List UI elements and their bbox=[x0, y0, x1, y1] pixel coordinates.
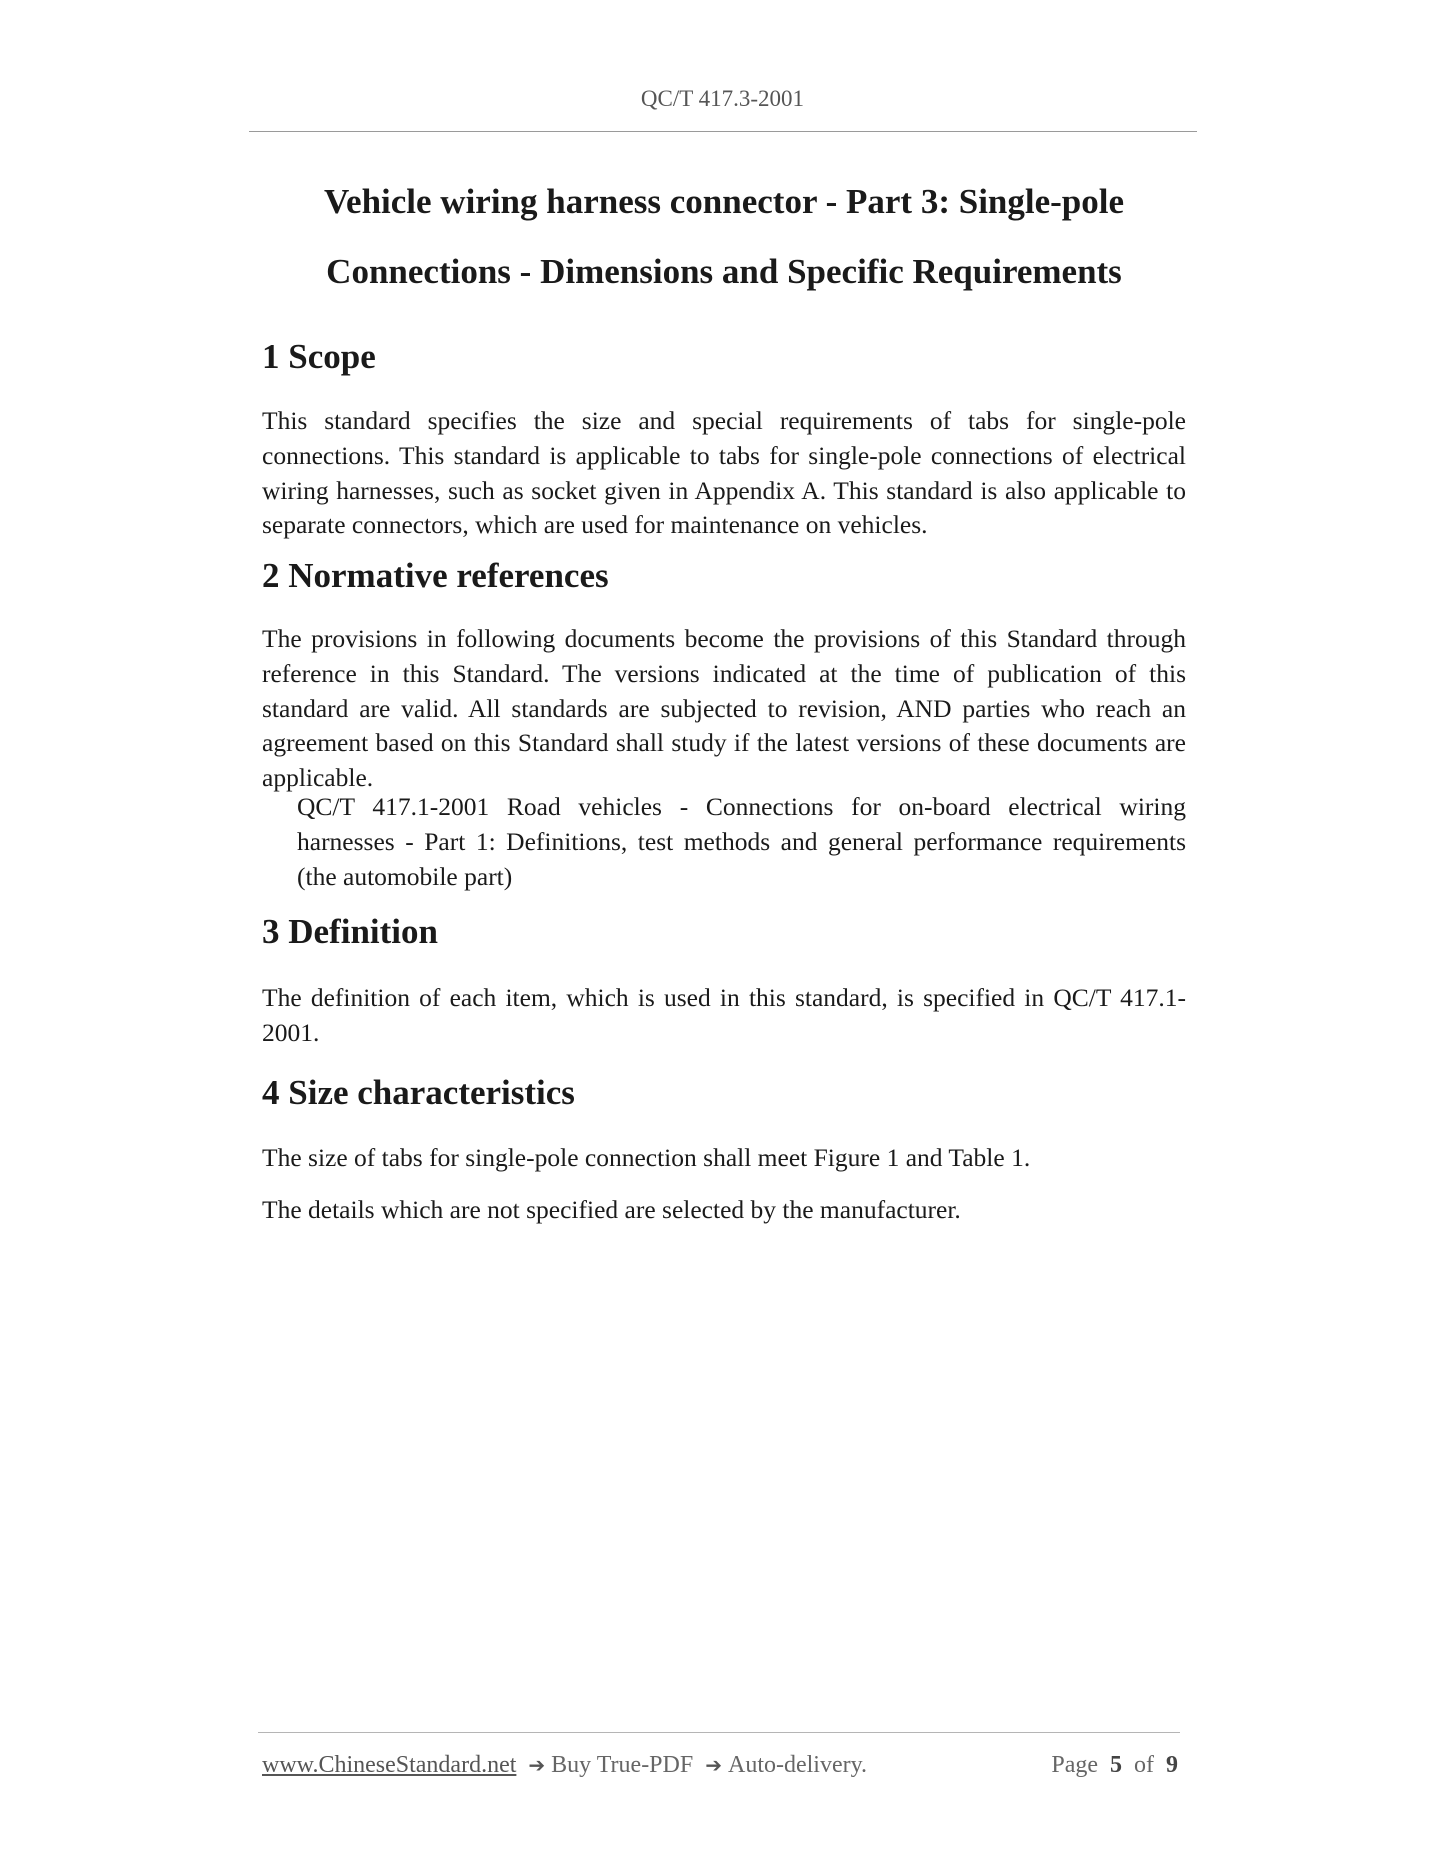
size-characteristics-paragraph-2: The details which are not specified are selected by the manufacturer. bbox=[262, 1195, 961, 1224]
header-divider bbox=[249, 131, 1197, 132]
arrow-right-icon: ➔ bbox=[705, 1753, 722, 1777]
footer-step-buy: Buy True-PDF bbox=[551, 1752, 694, 1778]
footer-step-delivery: Auto-delivery. bbox=[727, 1752, 868, 1778]
page-footer bbox=[262, 1752, 1178, 1786]
size-characteristics-paragraph-1: The size of tabs for single-pole connection shall meet Figure 1 and Table 1. bbox=[262, 1143, 1031, 1172]
page-current: 5 bbox=[1110, 1752, 1122, 1778]
section-heading-normative-references: 2 Normative references bbox=[262, 556, 609, 595]
document-title bbox=[262, 167, 1186, 307]
section-heading-definition: 3 Definition bbox=[262, 912, 438, 951]
page-number bbox=[1051, 1752, 1178, 1779]
scope-paragraph: This standard specifies the size and special requirements of tabs for single-pole connections. This standard is applicable to tabs for single-pole connections of electrical wiring harnesses, such as socket given in Appendix A. This standard is also applicable to separate connectors, which are used for maintenance on vehicles. bbox=[262, 406, 1186, 540]
page-label: Page bbox=[1051, 1752, 1098, 1778]
footer-promo bbox=[262, 1752, 867, 1779]
website-link[interactable]: www.ChineseStandard.net bbox=[262, 1752, 517, 1778]
section-heading-scope: 1 Scope bbox=[262, 337, 376, 376]
normative-references-paragraph: The provisions in following documents become the provisions of this Standard through reference in this Standard. The versions indicated at the time of publication of this standard are valid. All standards are subjected to revision, AND parties who reach an agreement based on this Standard shall study if the latest versions of these documents are applicable. bbox=[262, 624, 1186, 793]
page-total: 9 bbox=[1166, 1752, 1178, 1778]
document-title-line-2: Connections - Dimensions and Specific Requirements bbox=[326, 252, 1122, 291]
definition-paragraph: The definition of each item, which is used in this standard, is specified in QC/T 417.1-2001. bbox=[262, 983, 1186, 1047]
page-of: of bbox=[1134, 1752, 1154, 1778]
footer-divider bbox=[258, 1732, 1180, 1733]
arrow-right-icon: ➔ bbox=[528, 1753, 546, 1777]
reference-item: QC/T 417.1-2001 Road vehicles - Connections for on-board electrical wiring harnesses - Part 1: Definitions, test methods and general performance requirements (the automobile part) bbox=[297, 792, 1186, 891]
document-title-line-1: Vehicle wiring harness connector - Part 3: Single-pole bbox=[323, 182, 1125, 221]
running-header: QC/T 417.3-2001 bbox=[640, 86, 805, 111]
section-heading-size-characteristics: 4 Size characteristics bbox=[262, 1073, 575, 1112]
